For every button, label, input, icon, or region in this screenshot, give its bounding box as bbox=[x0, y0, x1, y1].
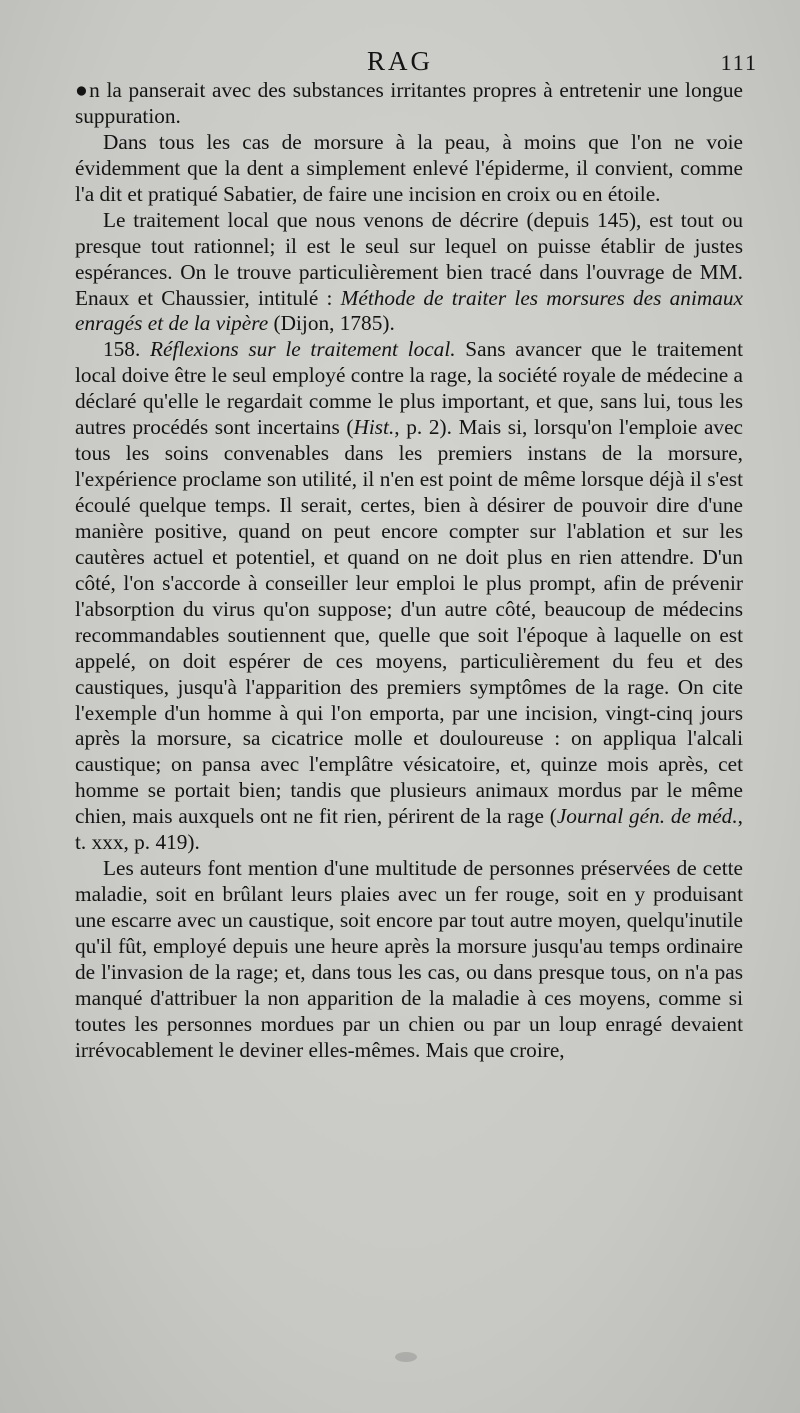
paragraph-reflexions bbox=[75, 337, 743, 856]
paragraph-text: (Dijon, 1785). bbox=[268, 311, 395, 336]
citation: Journal gén. de méd. bbox=[556, 804, 738, 829]
paragraph-text: , t. xxx, p. 419). bbox=[75, 804, 743, 855]
ink-smudge bbox=[395, 1352, 417, 1362]
running-head: RAG bbox=[366, 46, 433, 76]
citation: Hist. bbox=[353, 415, 395, 440]
paragraph-text: Sans avancer que le traitement local doive être le seul employé contre la rage, la société royale de médecine a déclaré qu'elle le regardait comme le plus important, et que, sans lui, tous les autres procédés sont incertains ( bbox=[75, 337, 743, 440]
book-title: Méthode de traiter les morsures des animaux enragés et de la vipère bbox=[75, 285, 743, 336]
paragraph-text: Le traitement local que nous venons de décrire (depuis 145), est tout ou presque tout rationnel; il est le seul sur lequel on puisse établir de justes espérances. On le trouve particulièrement bien tracé dans l'ouvrage de MM. Enaux et Chaussier, intitulé : bbox=[75, 207, 743, 310]
page-number: 111 bbox=[720, 50, 758, 75]
paragraph-text: , p. 2). Mais si, lorsqu'on l'emploie avec tous les soins convenables dans les premiers instans de la morsure, l'expérience proclame son utilité, il n'en est point de même lorsque déjà il s'est écoulé quelque temps. Il serait, certes, bien à désirer de pouvoir dire d'une manière positive, quand on peut encore compter sur l'ablation et sur les cautères actuel et potentiel, et quand on ne doit plus en rien attendre. D'un côté, l'on s'accorde à conseiller leur emploi le plus prompt, afin de prévenir l'absorption du virus qu'on suppose; d'un autre côté, beaucoup de médecins recommandables soutiennent que, quelle que soit l'époque à laquelle on est appelé, on doit espérer de ces moyens, particulièrement du feu et des caustiques, jusqu'à l'apparition des premiers symptômes de la rage. On cite l'exemple d'un homme à qui l'on emporta, par une incision, vingt-cinq jours après la morsure, sa cicatrice molle et douloureuse : on appliqua l'alcali caustique; on pansa avec l'emplâtre vésicatoire, et, quinze mois après, cet homme se portait bien; tandis que plusieurs animaux mordus par le même chien, mais auxquels ont ne fit rien, périrent de la rage ( bbox=[75, 415, 743, 829]
paragraph-traitement-local bbox=[75, 208, 743, 338]
body-text bbox=[75, 78, 743, 1064]
paragraph-morsure-incision: Dans tous les cas de morsure à la peau, à moins que l'on ne voie évidemment que la dent a simplement enlevé l'épiderme, il convient, comme l'a dit et pratiqué Sabatier, de faire une incision en croix ou en étoile. bbox=[75, 129, 743, 206]
paragraph-continuation: ●n la panserait avec des substances irritantes propres à entretenir une longue suppuration. bbox=[75, 78, 743, 128]
section-number: 158. bbox=[103, 337, 150, 362]
paragraph-auteurs: Les auteurs font mention d'une multitude de personnes préservées de cette maladie, soit en brûlant leurs plaies avec un fer rouge, soit en y produisant une escarre avec un caustique, soit encore par tout autre moyen, quelqu'inutile qu'il fût, employé depuis une heure après la morsure jusqu'au temps ordinaire de l'invasion de la rage; et, dans tous les cas, ou dans presque tous, on n'a pas manqué d'attribuer la non apparition de la maladie à ces moyens, comme si toutes les personnes mordues par un chien ou par un loup enragé devaient irrévocablement le deviner elles-mêmes. Mais que croire, bbox=[75, 856, 743, 1062]
section-heading: Réflexions sur le traitement local. bbox=[149, 337, 456, 362]
